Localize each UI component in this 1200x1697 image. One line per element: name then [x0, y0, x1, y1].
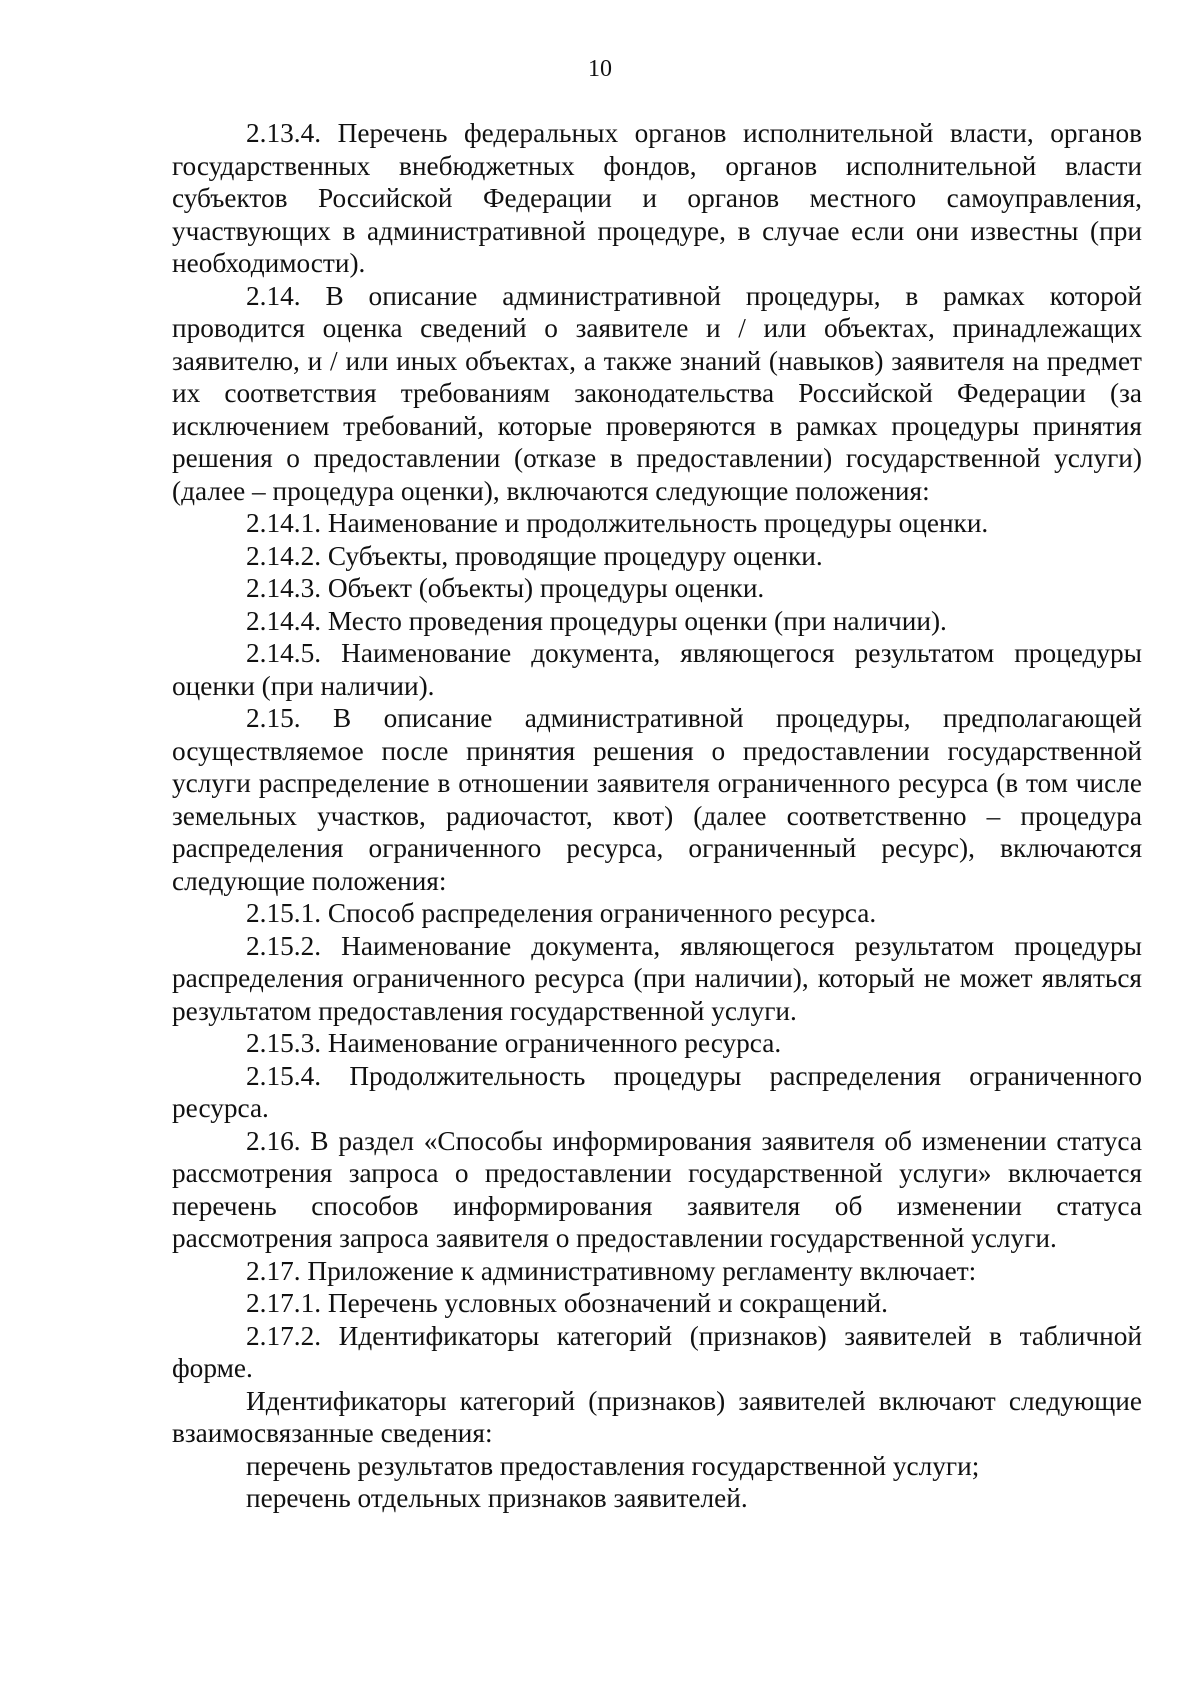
paragraph-2-15-4: 2.15.4. Продолжительность процедуры распределения ограниченного ресурса.: [172, 1060, 1142, 1123]
paragraph-2-16: 2.16. В раздел «Способы информирования заявителя об изменении статуса рассмотрения запроса о предоставлении государственной услуги» включается перечень способов информирования заявителя об изменении статуса рассмотрения запроса заявителя о предоставлении государственной услуги.: [172, 1125, 1142, 1253]
list-item-results: перечень результатов предоставления государственной услуги;: [246, 1450, 980, 1481]
page-number: 10: [588, 56, 612, 82]
list-item-features: перечень отдельных признаков заявителей.: [246, 1483, 748, 1513]
paragraph-2-17: 2.17. Приложение к административному регламенту включает:: [246, 1255, 977, 1286]
paragraph-2-15: 2.15. В описание административной процедуры, предполагающей осуществляемое после принятия решения о предоставлении государственной услуги распределение в отношении заявителя ограниченного ресурса (в том числе земельных участков, радиочастот, квот) (далее соответственно – процедура распределения ограниченного ресурса, ограниченный ресурс), включаются следующие положения:: [172, 703, 1142, 896]
document-body: [172, 117, 1142, 1515]
paragraph-2-15-2: 2.15.2. Наименование документа, являющегося результатом процедуры распределения ограниченного ресурса (при наличии), который не может являться результатом предоставления государственной услуги.: [172, 930, 1142, 1026]
paragraph-2-14: 2.14. В описание административной процедуры, в рамках которой проводится оценка сведений о заявителе и / или объектах, принадлежащих заявителю, и / или иных объектах, а также знаний (навыков) заявителя на предмет их соответствия требованиям законодательства Российской Федерации (за исключением требований, которые проверяются в рамках процедуры принятия решения о предоставлении (отказе в предоставлении) государственной услуги) (далее – процедура оценки), включаются следующие положения:: [172, 280, 1142, 506]
paragraph-2-14-2: 2.14.2. Субъекты, проводящие процедуру оценки.: [246, 540, 823, 571]
paragraph-2-14-3: 2.14.3. Объект (объекты) процедуры оценки.: [246, 573, 765, 603]
paragraph-2-14-4: 2.14.4. Место проведения процедуры оценки (при наличии).: [246, 605, 947, 636]
paragraph-2-17-1: 2.17.1. Перечень условных обозначений и сокращений.: [246, 1288, 888, 1318]
paragraph-2-17-2: 2.17.2. Идентификаторы категорий (признаков) заявителей в табличной форме.: [172, 1320, 1142, 1383]
paragraph-2-15-3: 2.15.3. Наименование ограниченного ресурса.: [246, 1028, 782, 1058]
paragraph-2-15-1: 2.15.1. Способ распределения ограниченного ресурса.: [246, 898, 877, 928]
paragraph-identifiers-intro: Идентификаторы категорий (признаков) заявителей включают следующие взаимосвязанные сведения:: [172, 1385, 1142, 1448]
paragraph-2-14-5: 2.14.5. Наименование документа, являющегося результатом процедуры оценки (при наличии).: [172, 638, 1142, 701]
paragraph-2-13-4: 2.13.4. Перечень федеральных органов исполнительной власти, органов государственных внебюджетных фондов, органов исполнительной власти субъектов Российской Федерации и органов местного самоуправления, участвующих в административной процедуре, в случае если они известны (при необходимости).: [172, 118, 1142, 278]
paragraph-2-14-1: 2.14.1. Наименование и продолжительность процедуры оценки.: [246, 508, 989, 538]
